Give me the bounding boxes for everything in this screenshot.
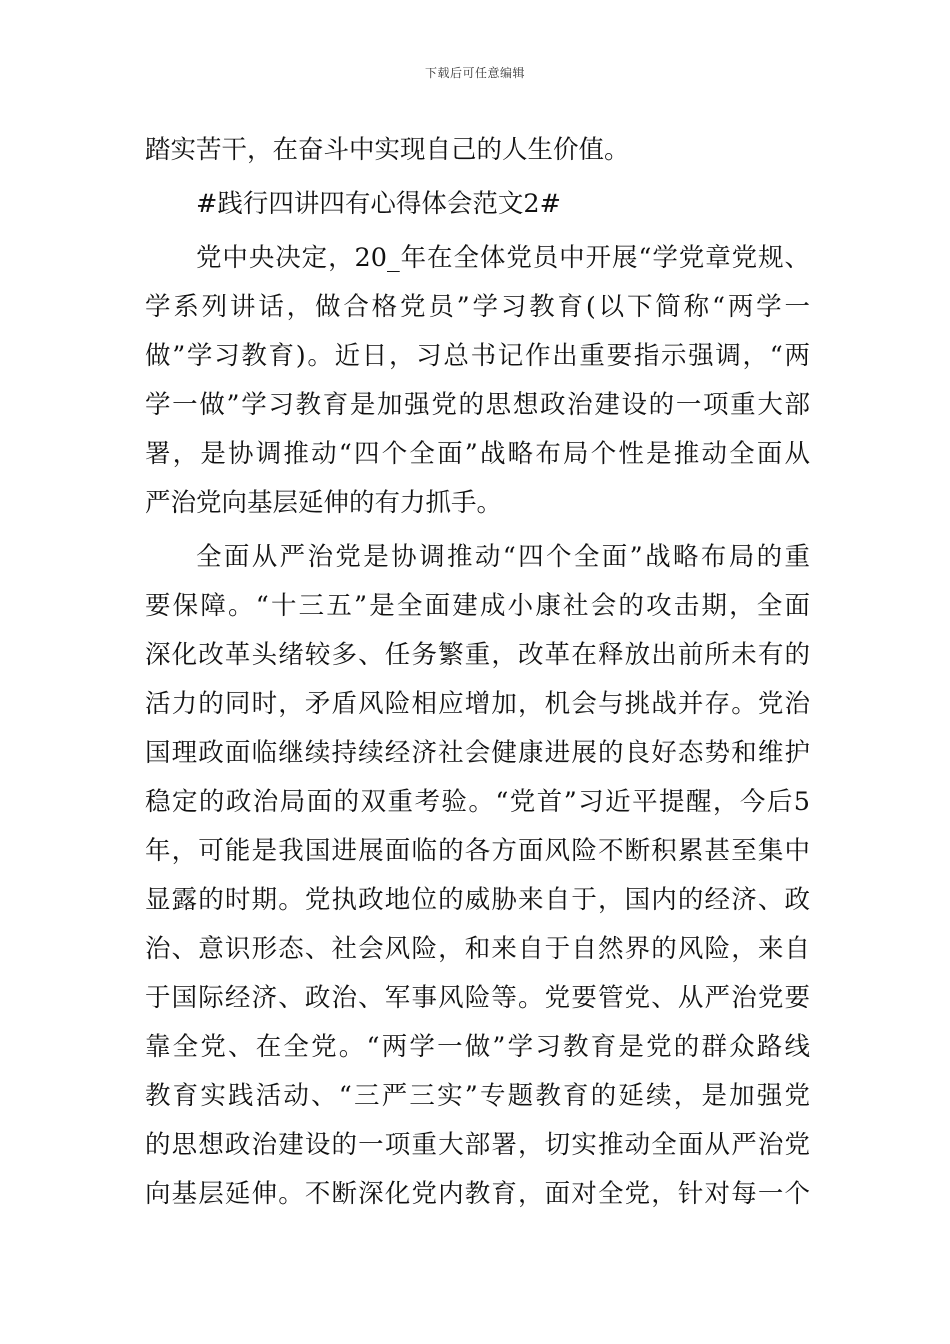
text-line: 全面从严治党是协调推动“四个全面”战略布局的重 (196, 542, 810, 572)
text-line: 活力的同时，矛盾风险相应增加，机会与挑战并存。党治 (145, 689, 810, 719)
text-line: 做”学习教育)。近日，习总书记作出重要指示强调，“两 (145, 341, 810, 371)
text-line: 要保障。“十三五”是全面建成小康社会的攻击期，全面 (145, 591, 810, 621)
text-line: 显露的时期。党执政地位的威胁来自于，国内的经济、政 (145, 885, 810, 915)
text-line: 严治党向基层延伸的有力抓手。 (145, 488, 503, 518)
text-line: 深化改革头绪较多、任务繁重，改革在释放出前所未有的 (145, 640, 810, 670)
text-line: 向基层延伸。不断深化党内教育，面对全党，针对每一个 (145, 1179, 810, 1209)
text-line: 稳定的政治局面的双重考验。“党首”习近平提醒，今后5 (145, 787, 810, 817)
paragraph (145, 234, 810, 528)
paragraph (145, 533, 810, 1219)
text-line: 学系列讲话，做合格党员”学习教育(以下简称“两学一 (145, 292, 810, 322)
paragraph (145, 126, 810, 175)
text-line: 的思想政治建设的一项重大部署，切实推动全面从严治党 (145, 1130, 810, 1160)
text-line: 年，可能是我国进展面临的各方面风险不断积累甚至集中 (145, 836, 810, 866)
text-line: 教育实践活动、“三严三实”专题教育的延续，是加强党 (145, 1081, 810, 1111)
text-line: 踏实苦干，在奋斗中实现自己的人生价值。 (145, 135, 630, 165)
text-line: 学一做”学习教育是加强党的思想政治建设的一项重大部 (145, 390, 810, 420)
text-line: 于国际经济、政治、军事风险等。党要管党、从严治党要 (145, 983, 810, 1013)
text-line: 署，是协调推动“四个全面”战略布局个性是推动全面从 (145, 439, 810, 469)
text-line: 靠全党、在全党。“两学一做”学习教育是党的群众路线 (145, 1032, 810, 1062)
section-heading (145, 180, 810, 229)
text-line: 治、意识形态、社会风险，和来自于自然界的风险，来自 (145, 934, 810, 964)
document-body (145, 126, 810, 1219)
text-line: 国理政面临继续持续经济社会健康进展的良好态势和维护 (145, 738, 810, 768)
text-line: 党中央决定，20_年在全体党员中开展“学党章党规、 (196, 243, 810, 273)
text-line: #践行四讲四有心得体会范文2# (196, 189, 561, 219)
page-header-note: 下载后可任意编辑 (424, 66, 525, 80)
